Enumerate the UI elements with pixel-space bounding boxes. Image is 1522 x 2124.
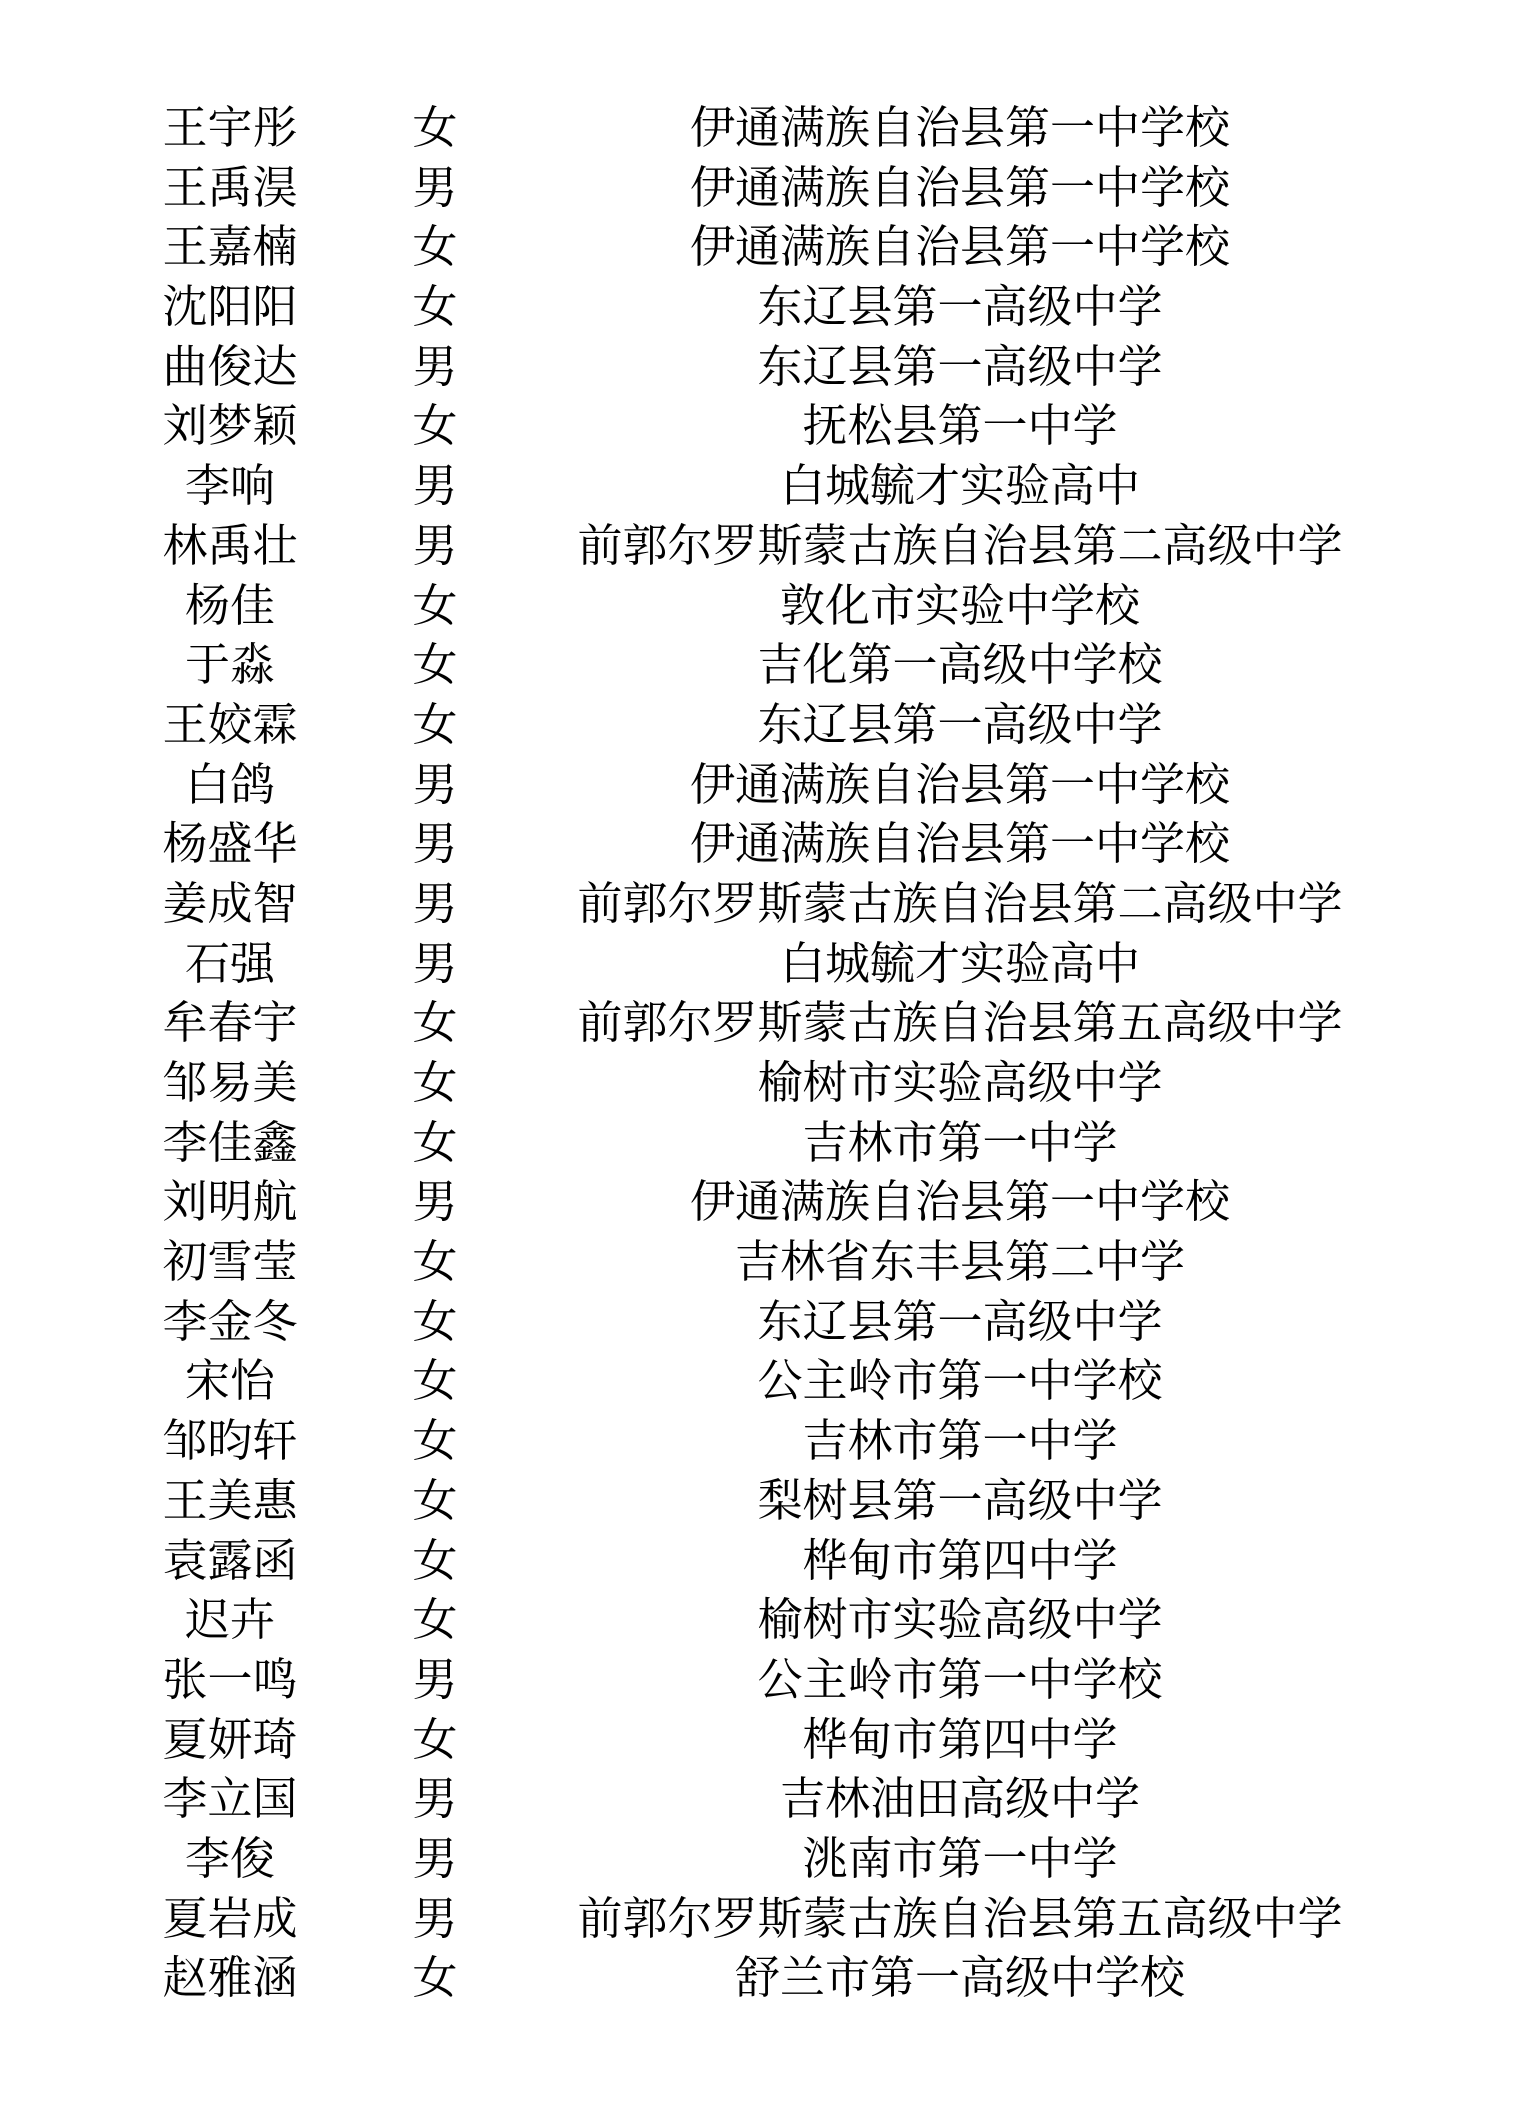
list-row (0, 576, 1522, 636)
student-school: 伊通满族自治县第一中学校 (689, 757, 1230, 811)
student-name: 王嘉楠 (162, 220, 298, 274)
student-gender: 男 (412, 876, 458, 930)
student-school: 公主岭市第一中学校 (757, 1354, 1163, 1408)
student-school: 洮南市第一中学 (802, 1831, 1118, 1885)
list-row (0, 337, 1522, 397)
student-school: 白城毓才实验高中 (779, 936, 1140, 990)
student-name: 王禹淏 (162, 160, 298, 214)
student-school: 桦甸市第四中学 (802, 1533, 1118, 1587)
student-school: 榆树市实验高级中学 (757, 1056, 1163, 1109)
student-gender: 女 (412, 1115, 458, 1169)
student-gender: 男 (412, 160, 458, 214)
list-row (0, 874, 1522, 934)
student-name: 石强 (184, 936, 275, 990)
list-row (0, 1948, 1522, 2008)
student-school: 前郭尔罗斯蒙古族自治县第二高级中学 (577, 518, 1343, 572)
list-row (0, 1232, 1522, 1292)
student-name: 邹昀轩 (162, 1414, 298, 1468)
student-name: 李金冬 (162, 1294, 298, 1348)
student-school: 敦化市实验中学校 (779, 578, 1140, 632)
student-name: 牟春宇 (162, 996, 298, 1050)
list-row (0, 217, 1522, 277)
student-name: 姜成智 (162, 876, 298, 930)
student-school: 吉林省东丰县第二中学 (734, 1235, 1185, 1289)
student-school: 公主岭市第一中学校 (757, 1652, 1163, 1706)
student-name: 杨盛华 (162, 817, 298, 871)
student-name: 夏妍琦 (162, 1712, 298, 1766)
student-gender: 女 (412, 280, 458, 334)
student-gender: 女 (412, 1951, 458, 2005)
student-gender: 男 (412, 1772, 458, 1826)
list-row (0, 1351, 1522, 1411)
student-school: 白城毓才实验高中 (779, 459, 1140, 513)
student-gender: 女 (412, 996, 458, 1050)
student-name: 王美惠 (162, 1473, 298, 1527)
list-row (0, 755, 1522, 815)
student-name: 刘明航 (162, 1175, 298, 1229)
list-row (0, 695, 1522, 755)
student-gender: 男 (412, 1891, 458, 1945)
student-gender: 男 (412, 936, 458, 990)
list-row (0, 1889, 1522, 1949)
list-row (0, 1829, 1522, 1889)
student-gender: 女 (412, 1414, 458, 1468)
student-gender: 男 (412, 459, 458, 513)
student-school: 东辽县第一高级中学 (757, 339, 1163, 393)
student-gender: 男 (412, 1175, 458, 1229)
student-gender: 女 (412, 1056, 458, 1109)
student-name: 刘梦颖 (162, 399, 298, 453)
student-gender: 女 (412, 220, 458, 274)
student-gender: 女 (412, 578, 458, 632)
list-row (0, 1590, 1522, 1650)
student-name: 林禹壮 (162, 518, 298, 572)
student-gender: 男 (412, 817, 458, 871)
student-name: 李佳鑫 (162, 1115, 298, 1169)
student-school: 桦甸市第四中学 (802, 1712, 1118, 1766)
list-row (0, 635, 1522, 695)
list-row (0, 1292, 1522, 1352)
student-school: 东辽县第一高级中学 (757, 1294, 1163, 1348)
student-school: 东辽县第一高级中学 (757, 697, 1163, 751)
student-school: 吉林油田高级中学 (779, 1772, 1140, 1826)
list-row (0, 516, 1522, 576)
student-gender: 女 (412, 1354, 458, 1408)
student-gender: 女 (412, 1294, 458, 1348)
student-school: 舒兰市第一高级中学校 (734, 1951, 1185, 2005)
student-name: 沈阳阳 (162, 280, 298, 334)
student-name: 李响 (184, 459, 275, 513)
student-school: 伊通满族自治县第一中学校 (689, 160, 1230, 214)
student-name: 张一鸣 (162, 1652, 298, 1706)
student-gender: 女 (412, 638, 458, 692)
student-gender: 男 (412, 757, 458, 811)
list-row (0, 158, 1522, 218)
student-school: 吉林市第一中学 (802, 1414, 1118, 1468)
list-row (0, 1172, 1522, 1232)
student-school: 抚松县第一中学 (802, 399, 1118, 453)
student-name: 李立国 (162, 1772, 298, 1826)
student-gender: 女 (412, 697, 458, 751)
student-name: 迟卉 (184, 1593, 275, 1647)
student-name: 曲俊达 (162, 339, 298, 393)
list-row (0, 1769, 1522, 1829)
list-row (0, 1471, 1522, 1531)
student-school: 吉化第一高级中学校 (757, 638, 1163, 692)
student-school: 伊通满族自治县第一中学校 (689, 101, 1230, 154)
student-gender: 女 (412, 1712, 458, 1766)
student-school: 前郭尔罗斯蒙古族自治县第二高级中学 (577, 876, 1343, 930)
list-row (0, 98, 1522, 158)
student-name: 袁露函 (162, 1533, 298, 1587)
student-name: 杨佳 (184, 578, 275, 632)
student-school: 梨树县第一高级中学 (757, 1473, 1163, 1527)
student-school: 伊通满族自治县第一中学校 (689, 220, 1230, 274)
student-gender: 女 (412, 1593, 458, 1647)
student-name: 初雪莹 (162, 1235, 298, 1289)
list-row (0, 934, 1522, 994)
student-gender: 女 (412, 399, 458, 453)
list-row (0, 396, 1522, 456)
student-school: 东辽县第一高级中学 (757, 280, 1163, 334)
student-name: 夏岩成 (162, 1891, 298, 1945)
list-row (0, 1053, 1522, 1113)
student-name: 白鸽 (184, 757, 275, 811)
student-name: 王宇彤 (162, 101, 298, 154)
student-gender: 女 (412, 1473, 458, 1527)
list-row (0, 1113, 1522, 1173)
list-row (0, 1531, 1522, 1591)
student-gender: 男 (412, 1652, 458, 1706)
student-school: 榆树市实验高级中学 (757, 1593, 1163, 1647)
student-name: 赵雅涵 (162, 1951, 298, 2005)
student-name: 邹易美 (162, 1056, 298, 1109)
list-row (0, 1710, 1522, 1770)
list-row (0, 456, 1522, 516)
student-name: 宋怡 (184, 1354, 275, 1408)
list-row (0, 277, 1522, 337)
student-name: 李俊 (184, 1831, 275, 1885)
student-name: 王姣霖 (162, 697, 298, 751)
student-gender: 男 (412, 339, 458, 393)
student-gender: 男 (412, 1831, 458, 1885)
student-gender: 男 (412, 518, 458, 572)
student-gender: 女 (412, 1533, 458, 1587)
student-school: 前郭尔罗斯蒙古族自治县第五高级中学 (577, 1891, 1343, 1945)
student-name: 于淼 (184, 638, 275, 692)
list-row (0, 993, 1522, 1053)
student-gender: 女 (412, 1235, 458, 1289)
student-school: 前郭尔罗斯蒙古族自治县第五高级中学 (577, 996, 1343, 1050)
student-school: 吉林市第一中学 (802, 1115, 1118, 1169)
student-gender: 女 (412, 101, 458, 154)
student-school: 伊通满族自治县第一中学校 (689, 1175, 1230, 1229)
student-list (0, 98, 1522, 2008)
list-row (0, 1411, 1522, 1471)
student-school: 伊通满族自治县第一中学校 (689, 817, 1230, 871)
list-row (0, 1650, 1522, 1710)
list-row (0, 814, 1522, 874)
